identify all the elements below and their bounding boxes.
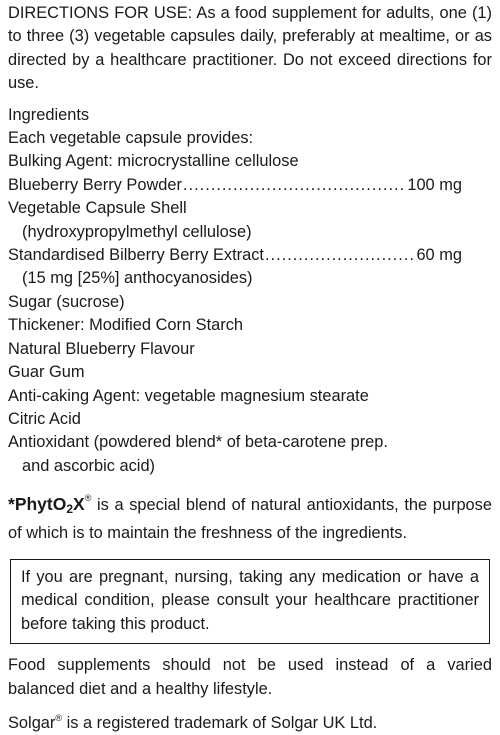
ingredients-section — [8, 104, 492, 479]
trademark-text: is a registered trademark of Solgar UK Ltd. — [62, 713, 378, 732]
food-supplements-note: Food supplements should not be used instead of a varied balanced diet and a healthy lifestyle. — [8, 656, 492, 698]
phyto2x-text: is a special blend of natural antioxidants, the purpose of which is to maintain the freshness of the ingredients. — [8, 496, 492, 542]
ingredient-blueberry-name: Blueberry Berry Powder — [8, 175, 182, 194]
ingredient-flavour: Natural Blueberry Flavour — [8, 339, 195, 358]
phyto2x-note — [8, 487, 492, 545]
ingredient-anticaking: Anti-caking Agent: vegetable magnesium stearate — [8, 386, 369, 405]
leader-dots — [183, 174, 406, 197]
ingredients-heading: Ingredients — [8, 105, 90, 124]
leader-dots — [265, 244, 415, 267]
ingredient-antioxidant: Antioxidant (powdered blend* of beta-carotene prep. — [8, 433, 388, 452]
ingredient-thickener: Thickener: Modified Corn Starch — [8, 316, 244, 335]
solgar-brand: Solgar — [8, 713, 56, 732]
ingredient-bulking-agent: Bulking Agent: microcrystalline cellulose — [8, 152, 299, 171]
ingredient-capsule-shell: Vegetable Capsule Shell — [8, 199, 187, 218]
ingredient-bilberry-detail: (15 mg [25%] anthocyanosides) — [22, 269, 253, 288]
ingredient-capsule-shell-detail: (hydroxypropylmethyl cellulose) — [22, 222, 252, 241]
ingredient-bilberry — [8, 244, 492, 267]
warning-text: If you are pregnant, nursing, taking any medication or have a medical condition, please consult your healthcare practitioner before taking this product. — [21, 567, 479, 633]
ingredient-citric-acid: Citric Acid — [8, 409, 81, 428]
ingredient-blueberry — [8, 174, 492, 197]
ingredient-guar-gum: Guar Gum — [8, 363, 85, 382]
ingredient-antioxidant-detail: and ascorbic acid) — [22, 456, 156, 475]
ingredient-sugar: Sugar (sucrose) — [8, 292, 125, 311]
trademark-note: Solgar® is a registered trademark of Solgar UK Ltd. — [8, 712, 378, 732]
ingredient-bilberry-amount: 60 mg — [416, 246, 462, 265]
ingredient-bilberry-name: Standardised Bilberry Berry Extract — [8, 246, 264, 265]
each-capsule-provides: Each vegetable capsule provides: — [8, 129, 254, 148]
directions-for-use: DIRECTIONS FOR USE: As a food supplement for adults, one (1) to three (3) vegetable capsules daily, preferably at mealtime, or as directed by a healthcare practitioner. Do not exceed directions for use. — [8, 4, 492, 93]
ingredient-blueberry-amount: 100 mg — [407, 175, 462, 194]
warning-box — [10, 559, 490, 644]
phyto2x-brand: *PhytO$_2$X® — [8, 493, 92, 517]
